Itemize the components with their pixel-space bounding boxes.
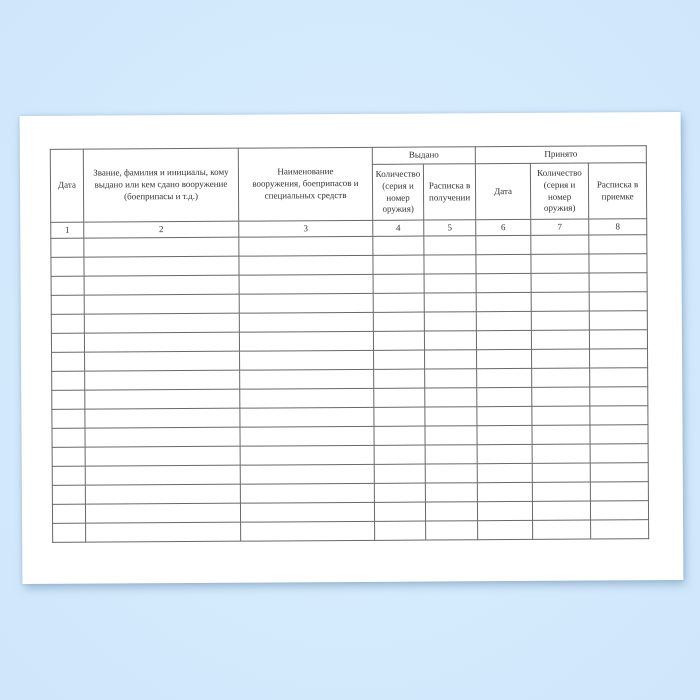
empty-cell [425, 388, 477, 407]
empty-cell [531, 311, 589, 330]
empty-cell [375, 521, 426, 540]
empty-cell [590, 444, 648, 463]
empty-cell [425, 426, 477, 445]
empty-cell [476, 235, 531, 254]
column-number: 3 [239, 220, 373, 237]
empty-cell [424, 293, 476, 312]
empty-cell [425, 445, 477, 464]
empty-cell [52, 371, 85, 390]
empty-cell [531, 330, 589, 349]
empty-cell [373, 331, 424, 350]
empty-cell [589, 311, 647, 330]
empty-cell [240, 502, 374, 522]
empty-cell [85, 427, 240, 447]
empty-cell [240, 445, 374, 465]
empty-cell [532, 425, 590, 444]
header-rank-name-initials: Звание, фамилия и инициалы, кому выдано или кем сдано вооружение (боеприпасы и т.д.) [83, 148, 238, 222]
document-page [20, 112, 684, 584]
empty-cell [84, 294, 239, 314]
empty-cell [424, 331, 476, 350]
column-number: 4 [373, 220, 424, 236]
empty-cell [374, 464, 425, 483]
header-date-issued: Дата [50, 149, 83, 222]
empty-cell [590, 349, 648, 368]
empty-cell [52, 504, 85, 523]
empty-cell [84, 237, 239, 257]
header-quantity-issued: Количество (серия и номер оружия) [372, 164, 423, 220]
empty-cell [374, 445, 425, 464]
column-number: 2 [84, 221, 239, 238]
empty-cell [476, 330, 531, 349]
empty-cell [85, 503, 240, 523]
empty-cell [373, 274, 424, 293]
empty-cell [85, 484, 240, 504]
empty-cell [373, 312, 424, 331]
empty-cell [239, 236, 373, 256]
empty-cell [589, 235, 647, 254]
empty-cell [374, 388, 425, 407]
empty-cell [476, 311, 531, 330]
column-number: 5 [424, 220, 476, 236]
empty-cell [374, 407, 425, 426]
empty-cell [532, 463, 590, 482]
empty-cell [590, 425, 648, 444]
empty-cell [533, 520, 591, 539]
empty-cell [532, 387, 590, 406]
header-weapon-name: Наименование вооружения, боеприпасов и специальных средств [238, 147, 372, 221]
empty-cell [374, 350, 425, 369]
column-number: 6 [476, 219, 531, 235]
empty-cell [374, 502, 425, 521]
empty-cell [478, 520, 533, 539]
empty-cell [52, 352, 85, 371]
empty-cell [590, 368, 648, 387]
empty-cell [532, 444, 590, 463]
empty-cell [477, 368, 532, 387]
empty-cell [373, 255, 424, 274]
empty-cell [52, 390, 85, 409]
column-number: 1 [51, 222, 84, 238]
empty-cell [477, 501, 532, 520]
empty-cell [240, 426, 374, 446]
empty-cell [374, 483, 425, 502]
empty-cell [52, 428, 85, 447]
empty-cell [589, 330, 647, 349]
column-number: 8 [589, 219, 647, 235]
empty-cell [590, 387, 648, 406]
empty-cell [424, 236, 476, 255]
empty-cell [424, 274, 476, 293]
empty-cell [85, 465, 240, 485]
empty-cell [373, 293, 424, 312]
empty-cell [477, 482, 532, 501]
empty-cell [84, 256, 239, 276]
empty-cell [476, 254, 531, 273]
empty-cell [532, 406, 590, 425]
empty-cell [240, 350, 374, 370]
empty-cell [85, 389, 240, 409]
empty-cell [425, 407, 477, 426]
empty-cell [477, 444, 532, 463]
empty-cell [373, 236, 424, 255]
empty-cell [477, 406, 532, 425]
empty-cell [52, 466, 85, 485]
empty-cell [425, 502, 477, 521]
empty-cell [477, 349, 532, 368]
empty-cell [85, 446, 240, 466]
empty-cell [425, 483, 477, 502]
empty-cell [239, 255, 373, 275]
header-date-received: Дата [475, 163, 530, 219]
empty-cell [425, 350, 477, 369]
empty-cell [52, 447, 85, 466]
empty-cell [374, 369, 425, 388]
empty-cell [86, 522, 241, 542]
empty-cell [590, 482, 648, 501]
table-header [50, 146, 647, 239]
empty-cell [590, 406, 648, 425]
empty-cell [425, 369, 477, 388]
empty-cell [240, 369, 374, 389]
empty-cell [531, 235, 589, 254]
empty-cell [426, 521, 478, 540]
empty-cell [477, 425, 532, 444]
empty-cell [240, 464, 374, 484]
header-receipt-on-issue: Расписка в получении [423, 164, 475, 220]
empty-cell [51, 314, 84, 333]
empty-cell [53, 523, 86, 542]
empty-cell [476, 273, 531, 292]
empty-cell [52, 409, 85, 428]
empty-cell [85, 408, 240, 428]
empty-cell [425, 464, 477, 483]
empty-entry-row [53, 520, 649, 543]
empty-entry-rows [51, 235, 649, 543]
empty-cell [532, 349, 590, 368]
empty-cell [590, 501, 648, 520]
empty-cell [589, 273, 647, 292]
weapons-issue-register-table [50, 145, 649, 543]
empty-cell [84, 313, 239, 333]
empty-cell [532, 368, 590, 387]
group-header-issued: Выдано [372, 147, 475, 165]
empty-cell [239, 331, 373, 351]
empty-cell [51, 238, 84, 257]
column-number: 7 [531, 219, 589, 235]
empty-cell [52, 485, 85, 504]
empty-cell [531, 292, 589, 311]
empty-cell [532, 482, 590, 501]
empty-cell [241, 521, 375, 541]
empty-cell [532, 501, 590, 520]
empty-cell [84, 332, 239, 352]
empty-cell [589, 254, 647, 273]
empty-cell [85, 370, 240, 390]
empty-cell [424, 255, 476, 274]
empty-cell [477, 463, 532, 482]
empty-cell [239, 274, 373, 294]
empty-cell [240, 483, 374, 503]
empty-cell [590, 463, 648, 482]
empty-cell [477, 387, 532, 406]
empty-cell [374, 426, 425, 445]
empty-cell [51, 295, 84, 314]
group-header-received: Принято [475, 146, 646, 164]
empty-cell [239, 312, 373, 332]
empty-cell [589, 292, 647, 311]
header-receipt-on-acceptance: Расписка в приемке [588, 163, 646, 219]
empty-cell [239, 293, 373, 313]
empty-cell [51, 276, 84, 295]
empty-cell [51, 333, 84, 352]
empty-cell [424, 312, 476, 331]
empty-cell [240, 388, 374, 408]
empty-cell [240, 407, 374, 427]
empty-cell [51, 257, 84, 276]
empty-cell [591, 520, 649, 539]
empty-cell [531, 254, 589, 273]
empty-cell [85, 351, 240, 371]
empty-cell [531, 273, 589, 292]
empty-cell [84, 275, 239, 295]
header-quantity-received: Количество (серия и номер оружия) [530, 163, 588, 219]
empty-cell [476, 292, 531, 311]
